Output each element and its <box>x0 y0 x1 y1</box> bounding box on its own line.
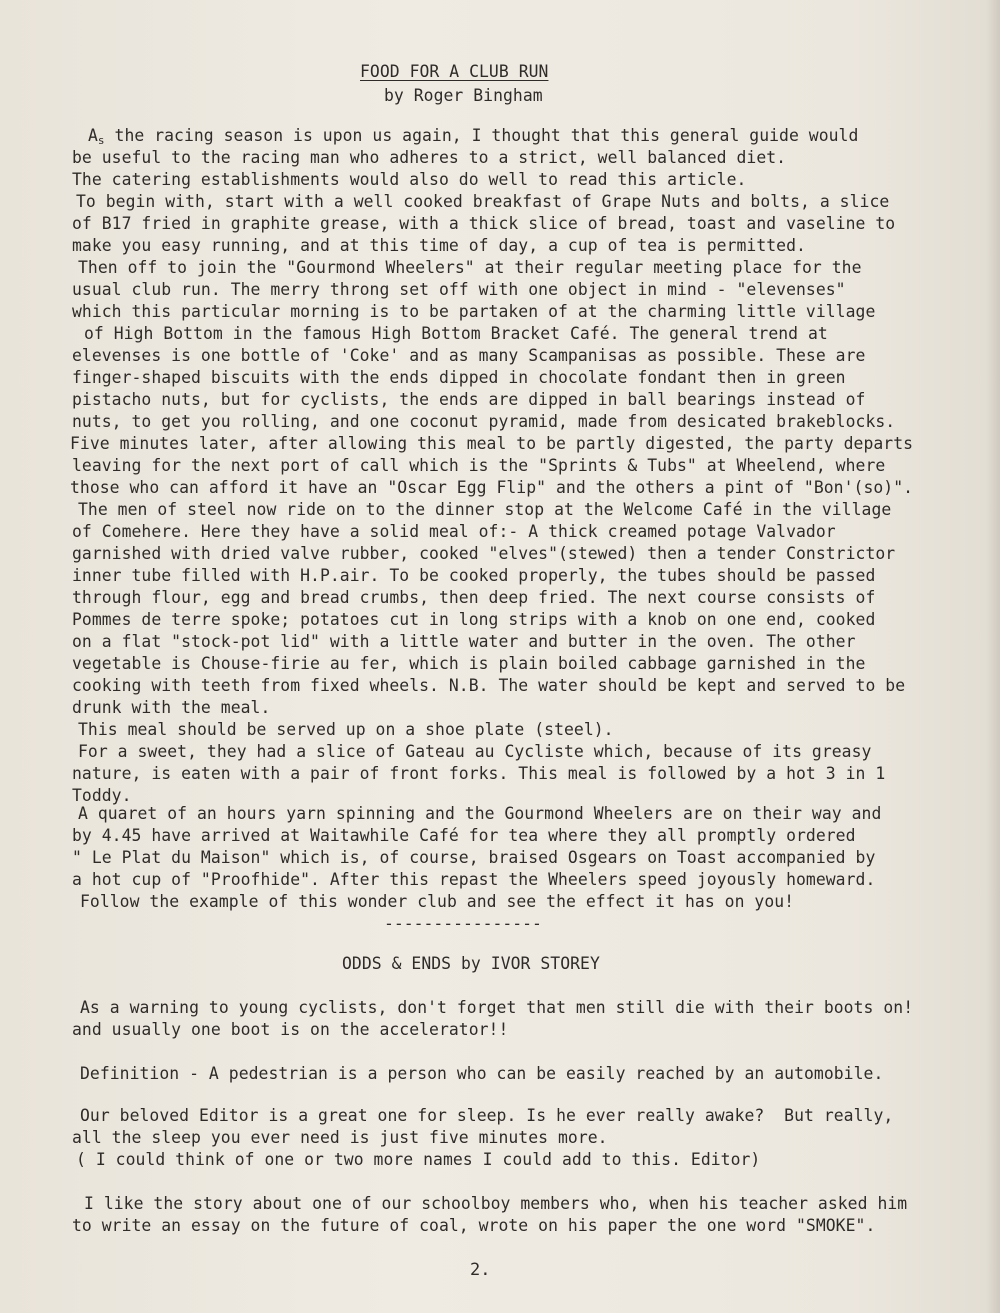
article-line: usual club run. The merry throng set off with one object in mind - "elevenses" <box>72 280 846 299</box>
odds-line: I like the story about one of our schoolboy members who, when his teacher asked him <box>84 1194 908 1213</box>
article-line: be useful to the racing man who adheres to a strict, well balanced diet. <box>72 148 787 167</box>
article-line: The men of steel now ride on to the dinner stop at the Welcome Café in the village <box>78 500 892 519</box>
article-line: cooking with teeth from fixed wheels. N.B. The water should be kept and served to be <box>72 676 906 695</box>
article-line: inner tube filled with H.P.air. To be cooked properly, the tubes should be passed <box>72 566 876 585</box>
article-line: on a flat "stock-pot lid" with a little water and butter in the oven. The other <box>72 632 856 651</box>
odds-line: to write an essay on the future of coal, wrote on his paper the one word "SMOKE". <box>72 1216 876 1235</box>
article-line: those who can afford it have an "Oscar Egg Flip" and the others a pint of "Bon'(so)". <box>70 478 914 497</box>
article-line: by 4.45 have arrived at Waitawhile Café for tea where they all promptly ordered <box>72 826 856 845</box>
article-line: Pommes de terre spoke; potatoes cut in long strips with a knob on one end, cooked <box>72 610 876 629</box>
odds-line: As a warning to young cyclists, don't forget that men still die with their boots on! <box>80 998 914 1017</box>
article-line: make you easy running, and at this time of day, a cup of tea is permitted. <box>72 236 806 255</box>
article-initial: A <box>88 126 98 145</box>
article-line: a hot cup of "Proofhide". After this repast the Wheelers speed joyously homeward. <box>72 870 876 889</box>
article-byline: by Roger Bingham <box>384 86 543 105</box>
article-line: A quaret of an hours yarn spinning and the Gourmond Wheelers are on their way and <box>78 804 882 823</box>
odds-line: Our beloved Editor is a great one for sleep. Is he ever really awake? But really, <box>80 1106 894 1125</box>
article-initial-sub: s <box>97 134 105 147</box>
article-line: For a sweet, they had a slice of Gateau au Cycliste which, because of its greasy <box>78 742 872 761</box>
article-line: pistacho nuts, but for cyclists, the ends are dipped in ball bearings instead of <box>72 390 866 409</box>
article-line: To begin with, start with a well cooked breakfast of Grape Nuts and bolts, a slice <box>76 192 890 211</box>
article-line: nuts, to get you rolling, and one coconut pyramid, made from desicated brakeblocks. <box>72 412 896 431</box>
odds-line: Definition - A pedestrian is a person who can be easily reached by an automobile. <box>80 1064 884 1083</box>
article-line: through flour, egg and bread crumbs, then deep fried. The next course consists of <box>72 588 876 607</box>
article-line: elevenses is one bottle of 'Coke' and as many Scampanisas as possible. These are <box>72 346 866 365</box>
page-number: 2. <box>470 1260 491 1280</box>
article-line: finger-shaped biscuits with the ends dipped in chocolate fondant then in green <box>72 368 846 387</box>
article-line: The catering establishments would also do well to read this article. <box>72 170 747 189</box>
article-title: FOOD FOR A CLUB RUN <box>360 62 549 81</box>
article-line: " Le Plat du Maison" which is, of course, braised Osgears on Toast accompanied by <box>72 848 876 867</box>
article-line: Then off to join the "Gourmond Wheelers" at their regular meeting place for the <box>78 258 862 277</box>
article-line: Toddy. <box>72 786 132 805</box>
article-line: Five minutes later, after allowing this meal to be partly digested, the party departs <box>70 434 914 453</box>
odds-title: ODDS & ENDS by IVOR STOREY <box>342 954 600 973</box>
odds-line: ( I could think of one or two more names I could add to this. Editor) <box>76 1150 761 1169</box>
article-line: of B17 fried in graphite grease, with a thick slice of bread, toast and vaseline to <box>72 214 896 233</box>
article-line-text: the racing season is upon us again, I thought that this general guide would <box>104 126 859 145</box>
article-line: which this particular morning is to be partaken of at the charming little village <box>72 302 876 321</box>
article-line: leaving for the next port of call which is the "Sprints & Tubs" at Wheelend, where <box>72 456 886 475</box>
section-separator: ---------------- <box>384 914 542 933</box>
page-edge-shadow <box>986 0 1000 1313</box>
odds-line: all the sleep you ever need is just five minutes more. <box>72 1128 608 1147</box>
article-line: of High Bottom in the famous High Bottom Bracket Café. The general trend at <box>84 324 828 343</box>
article-line: This meal should be served up on a shoe plate (steel). <box>78 720 614 739</box>
odds-line: and usually one boot is on the accelerator!! <box>72 1020 509 1039</box>
article-line: garnished with dried valve rubber, cooked "elves"(stewed) then a tender Constrictor <box>72 544 896 563</box>
article-line: Follow the example of this wonder club and see the effect it has on you! <box>80 892 795 911</box>
article-line: nature, is eaten with a pair of front forks. This meal is followed by a hot 3 in 1 <box>72 764 886 783</box>
article-line: drunk with the meal. <box>72 698 271 717</box>
article-line: vegetable is Chouse-firie au fer, which is plain boiled cabbage garnished in the <box>72 654 866 673</box>
article-line: of Comehere. Here they have a solid meal of:- A thick creamed potage Valvador <box>72 522 836 541</box>
